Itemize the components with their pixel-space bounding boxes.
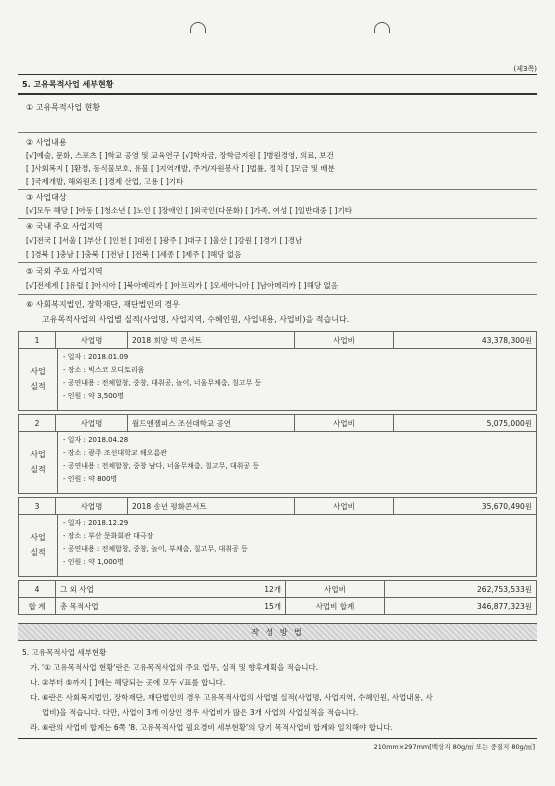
project-2-header: [18, 414, 537, 432]
project-cost-label: 사업비: [295, 415, 394, 432]
project-number: 3: [19, 498, 56, 515]
total-row: [19, 598, 537, 615]
project-2-details: [18, 432, 537, 494]
section-1-title: ① 고유목적사업 현황: [26, 103, 101, 112]
divider: [18, 189, 537, 190]
binder-hole-mark: [374, 22, 390, 33]
other-projects-cost: 262,753,533원: [385, 581, 537, 598]
project-name-label: 사업명: [56, 498, 128, 515]
total-projects-count: 15개: [264, 601, 281, 611]
section-5-title: ⑤ 국외 주요 사업지역: [26, 267, 103, 276]
other-projects-row: [19, 581, 537, 598]
detail-line: - 일자 : 2018.04.28: [63, 436, 129, 444]
section-3-title: ③ 사업대상: [26, 193, 67, 202]
project-3-header: [18, 497, 537, 515]
binder-hole-mark: [190, 22, 206, 33]
instruction-na: 나. ②부터 ⑤까지 [ ]에는 해당되는 곳에 모두 √표를 합니다.: [30, 678, 226, 687]
business-content-options: [ ]국제개발, 해외원조 [ ]경제 산업, 고용 [ ]기타: [26, 177, 184, 186]
section-4-title: ④ 국내 주요 사업지역: [26, 222, 103, 231]
instruction-ga: 가. '① 고유목적사업 현황'란은 고유목적사업의 주요 업무, 실적 및 향후계획을 적습니다.: [30, 663, 319, 672]
project-1-header: [18, 331, 537, 349]
section-2-title: ② 사업내용: [26, 138, 67, 147]
detail-line: - 공연내용 : 전체합창, 중창 남다, 너울무채춤, 칠고무, 대취공 등: [63, 462, 260, 470]
section-title: 5. 고유목적사업 세부현황: [22, 80, 114, 89]
detail-label: 실적: [30, 548, 46, 557]
section-6-title: ⑥ 사회복지법인, 장학재단, 재단법인의 경우: [26, 300, 180, 309]
domestic-region-options: [ ]경북 [ ]충남 [ ]충북 [ ]전남 [ ]전북 [ ]세종 [ ]제주 [ ]해당 없음: [26, 250, 242, 259]
domestic-region-options: [√]전국 [ ]서울 [ ]부산 [ ]인천 [ ]대전 [ ]광주 [ ]대구 [ ]울산 [ ]강원 [ ]경기 [ ]경남: [26, 236, 303, 245]
detail-line: - 장소 : 부산 문화회관 대극장: [63, 532, 154, 540]
detail-label: 사업: [30, 533, 46, 542]
detail-line: - 인원 : 약 800명: [63, 475, 118, 483]
detail-line: - 공연내용 : 전체합창, 중창, 대취공, 놀이, 너울무채춤, 칠고무 등: [63, 379, 262, 387]
project-1-details: [18, 349, 537, 411]
project-cost: 35,670,490원: [394, 498, 537, 515]
project-name-label: 사업명: [56, 332, 128, 349]
detail-line: - 인원 : 약 3,500명: [63, 392, 124, 400]
total-cost: 346,877,323원: [385, 598, 537, 615]
divider: [18, 74, 537, 75]
total-label: 합 계: [19, 598, 56, 615]
total-projects-label: 총 목적사업: [60, 601, 99, 611]
project-number: 1: [19, 332, 56, 349]
instruction-da: 다. ⑥란은 사회복지법인, 장학재단, 재단법인의 경우 고유목적사업의 사업별 실적(사업명, 사업지역, 수혜인원, 사업내용, 사: [30, 693, 433, 702]
detail-line: - 공연내용 : 전체합창, 중창, 놀이, 부채춤, 칠고무, 대취공 등: [63, 545, 248, 553]
detail-line: - 인원 : 약 1,000명: [63, 558, 124, 566]
instructions-band: [18, 623, 537, 641]
detail-label: 사업: [30, 450, 46, 459]
project-name: 월드엔젤피스 조선대학교 공연: [128, 415, 295, 432]
project-cost: 5,075,000원: [394, 415, 537, 432]
summary-table: [18, 580, 537, 615]
detail-label: 실적: [30, 465, 46, 474]
detail-label: 사업: [30, 367, 46, 376]
divider: [18, 132, 537, 133]
detail-line: - 장소 : 빅스코 오디토리움: [63, 366, 145, 374]
project-cost-label: 사업비: [295, 332, 394, 349]
other-projects-label: 그 외 사업: [60, 584, 94, 594]
project-cost-label: 사업비: [295, 498, 394, 515]
page-number: (제3쪽): [513, 65, 537, 73]
instructions-title: 5. 고유목적사업 세부현황: [22, 648, 107, 657]
instructions-heading: 작 성 방 법: [251, 628, 304, 637]
row-number: 4: [19, 581, 56, 598]
project-3-details: [18, 515, 537, 577]
divider: [18, 93, 537, 95]
detail-line: - 장소 : 광주 조선대학교 해오름관: [63, 449, 167, 457]
divider: [18, 262, 537, 263]
total-cost-label: 사업비 합계: [286, 598, 385, 615]
detail-line: - 일자 : 2018.01.09: [63, 353, 129, 361]
detail-line: - 일자 : 2018.12.29: [63, 519, 129, 527]
business-target-options: [√]모두 해당 [ ]아동 [ ]청소년 [ ]노인 [ ]장애인 [ ]외국인(다문화) [ ]가족, 여성 [ ]일반대중 [ ]기타: [26, 206, 352, 215]
project-number: 2: [19, 415, 56, 432]
other-projects-count: 12개: [264, 584, 281, 594]
instruction-da-cont: 업비)을 적습니다. 다만, 사업이 3개 이상인 경우 사업비가 많은 3개 사업의 사업실적을 적습니다.: [42, 708, 359, 717]
business-content-options: [ ]사회복지 [ ]환경, 동식물보호, 유물 [ ]지역개발, 주거/자원봉사 [ ]법률, 정치 [ ]모금 및 배분: [26, 164, 335, 173]
instruction-ra: 라. ⑥란의 사업비 합계는 6쪽 '8. 고유목적사업 필요경비 세부현황'의 당기 목적사업비 합계와 일치해야 합니다.: [30, 723, 393, 732]
section-6-subtitle: 고유목적사업의 사업별 실적(사업명, 사업지역, 수혜인원, 사업내용, 사업비)을 적습니다.: [42, 315, 350, 324]
paper-spec: 210mm×297mm[백상지 80g/㎡ 또는 중질지 80g/㎡]: [373, 743, 535, 751]
overseas-region-options: [√]전세계 [ ]유럽 [ ]아시아 [ ]북아메리카 [ ]아프리카 [ ]오세아니아 [ ]남아메리카 [ ]해당 없음: [26, 281, 338, 290]
project-name-label: 사업명: [56, 415, 128, 432]
project-name: 2018 희망 빅 콘서트: [128, 332, 295, 349]
project-cost: 43,378,300원: [394, 332, 537, 349]
divider: [18, 294, 537, 295]
detail-label: 실적: [30, 382, 46, 391]
business-content-options: [√]예술, 문화, 스포츠 [ ]학교 공영 및 교육연구 [√]학자금, 장학금지원 [ ]병원경영, 의료, 보건: [26, 151, 334, 160]
divider: [18, 738, 537, 739]
cost-label: 사업비: [286, 581, 385, 598]
project-name: 2018 송년 평화콘서트: [128, 498, 295, 515]
divider: [18, 218, 537, 219]
